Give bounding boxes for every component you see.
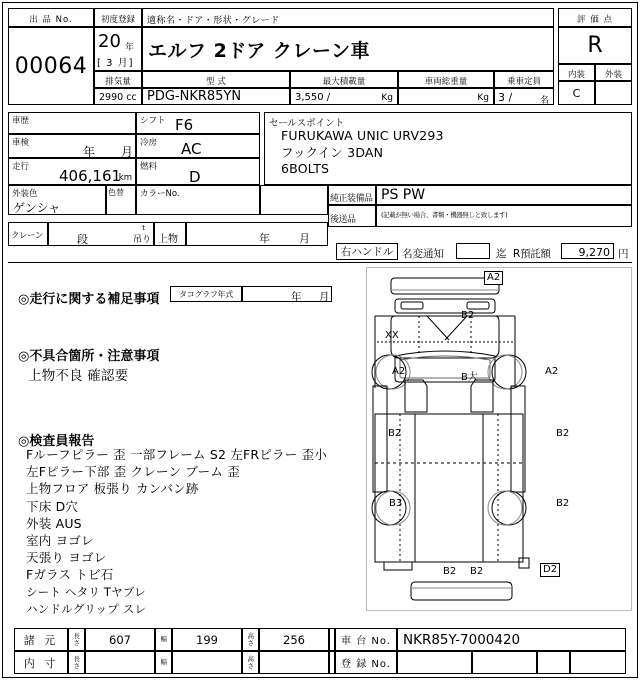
equipment-label-box <box>328 185 376 205</box>
inner-length-box <box>85 651 155 674</box>
sales-point-box <box>264 112 632 185</box>
shift-label: シフト <box>140 116 166 126</box>
auction-no-value: 00064 <box>14 53 88 79</box>
tacho-year-unit: 年 <box>291 291 302 303</box>
interior-grade-box <box>558 81 595 105</box>
first-registration-label: 初度登録 <box>100 15 135 25</box>
displacement-box <box>94 88 142 105</box>
registration-year-unit: 年 <box>125 43 135 53</box>
inner-length-label-box <box>68 651 85 674</box>
score-label: 評 価 点 <box>577 15 613 25</box>
sales-point-line: FURUKAWA UNIC URV293 <box>281 128 444 143</box>
spec-label-box <box>14 628 68 651</box>
inspector-list <box>26 446 327 618</box>
spec-length-label: 長 さ <box>73 632 80 647</box>
max-load-header <box>290 71 398 88</box>
fuel-label: 燃料 <box>140 162 158 172</box>
damage-mark-right-rear-b2: B2 <box>556 498 570 509</box>
color-no-extra-box <box>260 185 328 215</box>
body-label: 上物 <box>158 234 178 245</box>
mileage-note-header: ◎走行に関する補足事項 <box>18 292 160 307</box>
history-box <box>8 112 136 134</box>
deposit-unit: 円 <box>618 248 629 260</box>
later-ship-label: 後送品 <box>330 215 356 225</box>
exterior-color-value: ゲンシャ <box>13 201 61 215</box>
until-label: 迄 <box>496 248 507 260</box>
shift-box <box>136 112 260 134</box>
color-no-label: カラーNo. <box>140 189 180 199</box>
sales-point-line: フックイン 3DAN <box>281 145 384 160</box>
model-code-header <box>142 71 290 88</box>
model-name-header <box>142 8 554 27</box>
mileage-box <box>8 158 136 185</box>
displacement-header <box>94 71 142 88</box>
body-label-box <box>154 222 186 246</box>
spec-width-box <box>172 628 242 651</box>
inspector-header: ◎検査員報告 <box>18 434 95 449</box>
capacity-value: 3 / <box>498 91 513 104</box>
model-name-box <box>142 27 554 71</box>
damage-mark-left-front-a2: A2 <box>392 366 406 377</box>
max-load-value: 3,550 / <box>295 92 331 103</box>
inner-height-box <box>259 651 329 674</box>
body-month-unit: 月 <box>299 232 310 245</box>
max-load-unit: Kg <box>381 93 393 103</box>
interior-label: 内装 <box>567 70 585 80</box>
tacho-date-box <box>242 286 332 302</box>
exterior-label: 外装 <box>604 70 622 80</box>
spec-height-value: 256 <box>283 632 305 647</box>
body-date-box <box>186 222 328 246</box>
tacho-label-box <box>170 286 242 302</box>
damage-mark-top-a2: A2 <box>484 271 503 285</box>
inspection-month-unit: 月 <box>121 145 134 159</box>
vehicle-diagram-svg <box>367 268 631 610</box>
inspector-line: Fガラス トビ石 <box>26 567 114 583</box>
displacement-label: 排気量 <box>105 77 131 87</box>
crane-label-box <box>8 222 48 246</box>
mileage-value: 406,161 <box>59 167 122 185</box>
inner-label: 内 寸 <box>23 656 59 670</box>
ac-box <box>136 134 260 158</box>
spec-height-label-box <box>242 628 259 651</box>
damage-mark-rear-d2: D2 <box>540 563 560 577</box>
ac-value: AC <box>181 140 202 158</box>
vehicle-diagram-panel <box>366 267 632 611</box>
spec-length-label-box <box>68 628 85 651</box>
damage-mark-rear-b2-a: B2 <box>443 566 457 577</box>
capacity-header <box>494 71 554 88</box>
defects-header: ◎不具合箇所・注意事項 <box>18 349 160 364</box>
mileage-unit: km <box>118 173 132 183</box>
inner-height-label-box <box>242 651 259 674</box>
inspection-label: 車検 <box>12 138 30 148</box>
name-change-label: 名変通知 <box>402 248 444 260</box>
spec-height-box <box>259 628 329 651</box>
spec-length-value: 607 <box>109 632 131 647</box>
inspector-line: 外装 AUS <box>26 515 82 531</box>
model-name-value: エルフ 2ドア クレーン車 <box>148 39 371 62</box>
body-year-unit: 年 <box>259 232 270 245</box>
inner-width-label: 幅 <box>160 658 167 667</box>
damage-mark-center-bdai: B大 <box>461 372 478 383</box>
spec-length-box <box>85 628 155 651</box>
model-code-label: 型 式 <box>206 77 226 87</box>
section-divider <box>8 262 632 263</box>
inspector-line: ハンドルグリップ スレ <box>26 601 147 616</box>
handle-box <box>336 243 398 260</box>
exterior-header <box>595 64 632 81</box>
score-header <box>558 8 632 27</box>
interior-header <box>558 64 595 81</box>
score-value: R <box>587 33 603 58</box>
damage-mark-right-front-a2: A2 <box>545 366 559 377</box>
chassis-no-label: 車 台 No. <box>341 636 391 647</box>
max-load-box <box>290 88 398 105</box>
crane-stage-label: 段 <box>77 233 88 246</box>
gross-weight-header <box>398 71 494 88</box>
auction-no-header <box>8 8 94 27</box>
inspector-line: 左Fピラー下部 歪 クレーン ブーム 歪 <box>26 464 240 480</box>
gross-weight-box <box>398 88 494 105</box>
damage-mark-rear-b2-b: B2 <box>470 566 484 577</box>
equipment-label: 純正装備品 <box>330 194 373 204</box>
chassis-no-box <box>397 628 626 651</box>
sales-point-line: 6BOLTS <box>281 161 330 176</box>
inspection-year-unit: 年 <box>83 145 96 159</box>
inner-height-label: 高 さ <box>247 655 254 670</box>
inspection-box <box>8 134 136 158</box>
damage-mark-left-xx: XX <box>385 330 399 341</box>
auction-no-label: 出 品 No. <box>29 15 73 25</box>
model-code-box <box>142 88 290 105</box>
inner-label-box <box>14 651 68 674</box>
spec-width-label-box <box>155 628 172 651</box>
registration-year-value: 20 <box>98 31 121 52</box>
deposit-value: 9,270 <box>578 246 610 259</box>
gross-weight-label: 車両総重量 <box>424 77 468 87</box>
spec-height-label: 高 さ <box>247 632 254 647</box>
inspector-line: 室内 ヨゴレ <box>26 533 94 549</box>
inspector-line: Fルーフピラー 歪 一部フレーム S2 左FRピラー 歪小 <box>26 447 327 462</box>
damage-mark-right-mid-b2: B2 <box>556 428 570 439</box>
mileage-label: 走行 <box>12 162 30 172</box>
auction-no-box <box>8 27 94 105</box>
tacho-label: タコグラフ年式 <box>179 289 233 299</box>
sales-point-label: セールスポイント <box>269 118 345 129</box>
fuel-value: D <box>189 168 201 186</box>
chassis-no-label-box <box>335 628 397 651</box>
defect-line: 上物不良 確認要 <box>28 368 129 384</box>
exterior-grade-box <box>595 81 632 105</box>
tacho-month-unit: 月 <box>319 291 330 303</box>
fuel-box <box>136 158 260 185</box>
gross-weight-unit: Kg <box>477 93 489 103</box>
capacity-unit: 名 <box>539 96 549 106</box>
displacement-value: 2990 cc <box>99 92 137 103</box>
interior-grade-value: C <box>572 86 581 100</box>
later-ship-note-box <box>376 205 632 227</box>
color-change-label: 色替 <box>108 188 124 197</box>
inspector-line: 上物フロア 板張り カンバン跡 <box>26 481 199 497</box>
registration-no-label-box <box>335 651 397 674</box>
ac-label: 冷房 <box>140 138 158 148</box>
crane-label: クレーン <box>11 231 43 241</box>
model-code-value: PDG-NKR85YN <box>147 89 242 104</box>
max-load-label: 最大積載量 <box>322 77 366 87</box>
deposit-value-box <box>561 243 614 259</box>
score-box <box>558 27 632 64</box>
color-no-box <box>136 185 260 215</box>
history-label: 車歴 <box>12 116 30 126</box>
exterior-color-box <box>8 185 106 215</box>
registration-date-box <box>94 27 142 71</box>
name-change-value-box <box>456 243 490 259</box>
damage-mark-left-rear-b3: B3 <box>389 498 403 509</box>
spec-label: 諸 元 <box>23 633 59 647</box>
inspector-line: 天張り ヨゴレ <box>26 550 107 566</box>
inspector-line: 下床 D穴 <box>26 498 79 514</box>
equipment-value: PS PW <box>381 187 426 203</box>
registration-extra-2 <box>537 651 570 674</box>
inner-width-box <box>172 651 242 674</box>
registration-no-box <box>397 651 472 674</box>
crane-lift-label: 吊り <box>132 235 151 245</box>
chassis-no-value: NKR85Y-7000420 <box>403 631 521 648</box>
color-change-box <box>106 185 136 215</box>
damage-mark-left-mid-b2: B2 <box>388 428 402 439</box>
exterior-color-label: 外装色 <box>12 189 38 199</box>
later-ship-label-box <box>328 205 376 227</box>
inner-width-label-box <box>155 651 172 674</box>
spec-width-value: 199 <box>196 632 218 647</box>
deposit-label: R預託額 <box>513 248 551 260</box>
inner-length-label: 長 さ <box>73 655 80 670</box>
crane-stage-box <box>48 222 154 246</box>
sales-point-list <box>281 128 444 176</box>
registration-extra-1 <box>472 651 537 674</box>
crane-lift-unit: t <box>142 224 145 232</box>
capacity-box <box>494 88 554 105</box>
damage-mark-hood-b2: B2 <box>461 310 475 321</box>
registration-no-label: 登 録 No. <box>341 659 391 670</box>
defects-list <box>28 364 128 384</box>
later-ship-note: (記載が無い場合、書類・機器無しと致します) <box>381 211 508 219</box>
registration-extra-3 <box>570 651 626 674</box>
first-registration-header <box>94 8 142 27</box>
inspector-line: シート ヘタリ Tヤブレ <box>26 584 146 599</box>
model-name-label: 適称名・ドア・形状・グレード <box>147 16 280 26</box>
spec-width-label: 幅 <box>160 635 167 644</box>
capacity-label: 乗車定員 <box>506 77 541 87</box>
handle-label: 右ハンドル <box>340 246 394 258</box>
shift-value: F6 <box>175 116 194 134</box>
registration-month-value: [ 3 月] <box>97 58 134 69</box>
equipment-value-box <box>376 185 632 205</box>
